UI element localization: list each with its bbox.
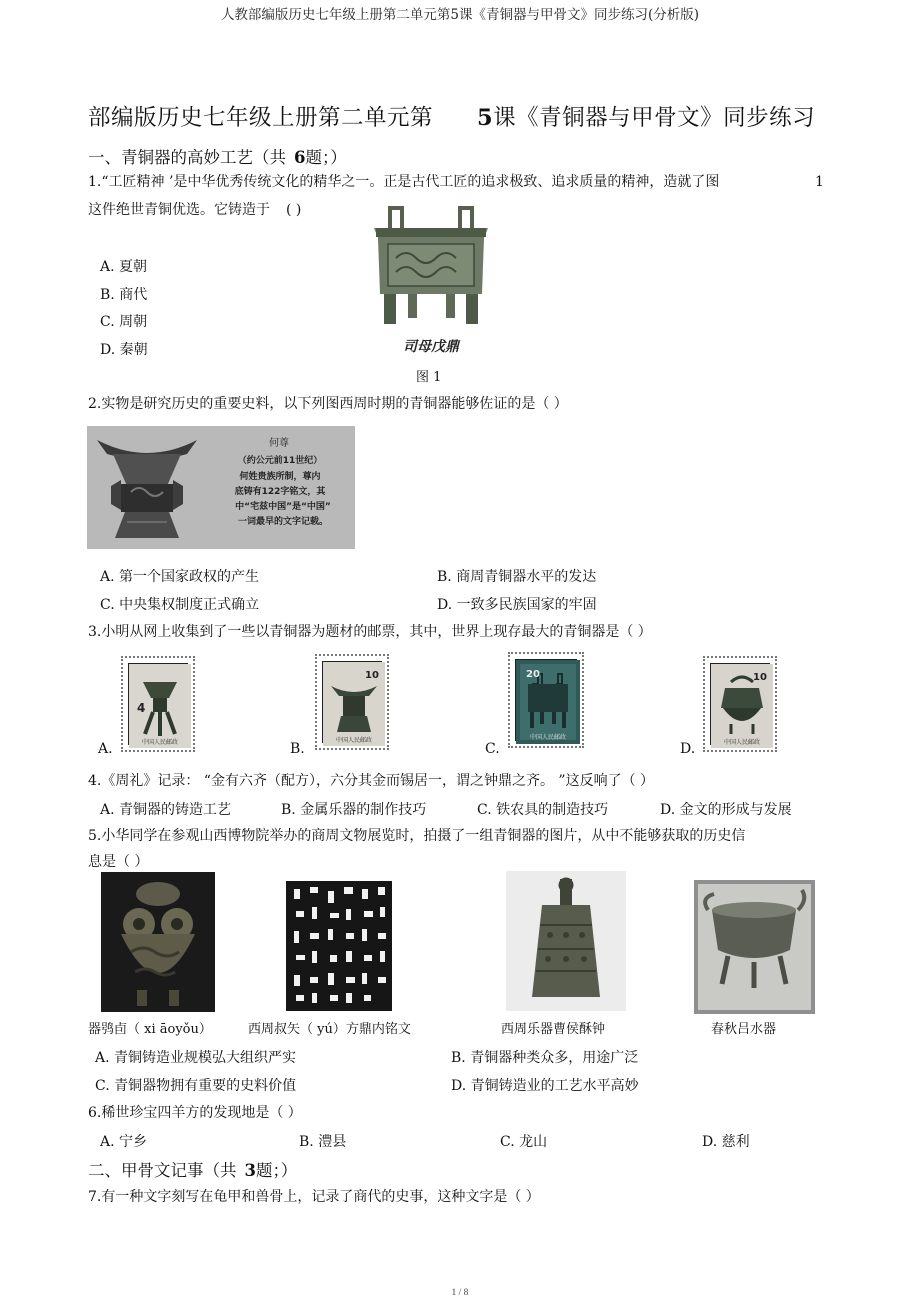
q2-option-c[interactable]: C. 中央集权制度正式确立 bbox=[100, 597, 260, 613]
stamp-a[interactable] bbox=[121, 656, 195, 752]
running-header: 人教部编版历史七年级上册第二单元第5课《青铜器与甲骨文》同步练习(分析版) bbox=[220, 7, 700, 23]
title-right: 课《青铜器与甲骨文》同步练习 bbox=[493, 105, 816, 131]
owl-you-caption: 器鸮卣（ xi āoyǒu） bbox=[88, 1022, 212, 1037]
q3-option-a[interactable]: A. bbox=[98, 741, 113, 757]
question-3-text: 3.小明从网上收集到了一些以青铜器为题材的邮票，其中，世界上现存最大的青铜器是（ ） bbox=[88, 624, 652, 640]
q6-option-c[interactable]: C. 龙山 bbox=[500, 1134, 548, 1150]
title-left: 部编版历史七年级上册第二单元第 bbox=[88, 105, 434, 131]
stamp-d-country: 中国人民邮政 bbox=[723, 739, 761, 746]
q4-option-c[interactable]: C. 铁农具的制造技巧 bbox=[477, 802, 609, 818]
q6-option-a[interactable]: A. 宁乡 bbox=[100, 1134, 148, 1150]
section-2-prefix: 二、甲骨文记事（共 bbox=[88, 1161, 237, 1180]
stamp-c-value: 20 bbox=[526, 669, 540, 680]
section-1-prefix: 一、青铜器的高妙工艺（共 bbox=[88, 148, 286, 167]
question-5-line-2: 息是（ ） bbox=[88, 854, 149, 870]
figure-1-caption: 图 1 bbox=[416, 370, 442, 385]
stamp-c[interactable] bbox=[508, 652, 584, 748]
q5-option-a[interactable]: A. 青铜铸造业规模弘大组织严实 bbox=[95, 1050, 297, 1066]
he-zun-image bbox=[87, 426, 355, 549]
question-5-line-1: 5.小华同学在参观山西博物院举办的商周文物展览时，拍摄了一组青铜器的图片，从中不能够获取的历史信 bbox=[88, 828, 746, 844]
stamp-a-value: 4 bbox=[137, 701, 146, 715]
question-2-text: 2.实物是研究历史的重要史料，以下列图西周时期的青铜器能够佐证的是（ ） bbox=[88, 396, 568, 412]
question-1-answer-blank: ( ) bbox=[286, 202, 302, 218]
stamp-a-country: 中国人民邮政 bbox=[141, 739, 179, 746]
q5-option-b[interactable]: B. 青铜器种类众多，用途广泛 bbox=[451, 1050, 639, 1066]
q2-option-b[interactable]: B. 商周青铜器水平的发达 bbox=[437, 569, 597, 585]
document-title bbox=[88, 100, 815, 132]
section-heading-2 bbox=[88, 1157, 297, 1181]
q3-option-d[interactable]: D. bbox=[680, 741, 696, 757]
stamp-b[interactable] bbox=[315, 654, 389, 750]
water-vessel-caption: 春秋吕水器 bbox=[711, 1022, 777, 1037]
simuwu-ding-label: 司母戊鼎 bbox=[403, 339, 459, 355]
q4-option-a[interactable]: A. 青铜器的铸造工艺 bbox=[100, 802, 232, 818]
q1-option-a[interactable]: A. 夏朝 bbox=[100, 259, 148, 275]
question-7-text: 7.有一种文字刻写在龟甲和兽骨上，记录了商代的史事，这种文字是（ ） bbox=[88, 1189, 540, 1205]
question-1-line-1: 1.“工匠精神 ’是中华优秀传统文化的精华之一。正是古代工匠的追求极致、追求质量的精神，造就了图 bbox=[88, 174, 720, 190]
q1-option-d[interactable]: D. 秦朝 bbox=[100, 342, 148, 358]
bell-caption: 西周乐器曹侯酥钟 bbox=[501, 1022, 606, 1037]
q6-option-b[interactable]: B. 澧县 bbox=[299, 1134, 347, 1150]
q5-option-c[interactable]: C. 青铜器物拥有重要的史料价值 bbox=[95, 1078, 297, 1094]
question-6-text: 6.稀世珍宝四羊方的发现地是（ ） bbox=[88, 1105, 302, 1121]
section-1-suffix: 题；） bbox=[305, 148, 347, 167]
he-zun-date: （约公元前11世纪） bbox=[237, 456, 323, 466]
page-number: 1 / 8 bbox=[451, 1288, 469, 1298]
q5-option-d[interactable]: D. 青铜铸造业的工艺水平高妙 bbox=[451, 1078, 639, 1094]
question-1-figure-number: 1 bbox=[815, 174, 824, 190]
inscription-caption: 西周叔矢（ yú）方鼎内铭文 bbox=[248, 1022, 411, 1037]
question-1-text: 这件绝世青铜优选。它铸造于 bbox=[88, 202, 270, 218]
q3-option-b[interactable]: B. bbox=[290, 741, 305, 757]
section-2-count: 3 bbox=[244, 1161, 256, 1180]
q1-option-c[interactable]: C. 周朝 bbox=[100, 314, 148, 330]
q4-option-b[interactable]: B. 金属乐器的制作技巧 bbox=[281, 802, 427, 818]
inscription-rubbing-image bbox=[280, 877, 400, 1015]
he-zun-label: 何尊 bbox=[269, 438, 289, 449]
bronze-bell-image bbox=[506, 871, 626, 1011]
he-zun-desc-3: 中“宅兹中国”是“中国” bbox=[235, 502, 331, 512]
section-2-suffix: 题；） bbox=[255, 1161, 298, 1180]
q2-option-d[interactable]: D. 一致多民族国家的牢固 bbox=[437, 597, 597, 613]
q2-option-a[interactable]: A. 第一个国家政权的产生 bbox=[100, 569, 260, 585]
he-zun-desc-2: 底铸有122字铭文，其 bbox=[234, 487, 326, 497]
section-heading-1 bbox=[88, 144, 347, 168]
question-1-line-2 bbox=[88, 200, 301, 220]
q4-option-d[interactable]: D. 金文的形成与发展 bbox=[660, 802, 792, 818]
stamp-b-value: 10 bbox=[365, 670, 379, 681]
lu-water-vessel-image bbox=[694, 880, 815, 1014]
stamp-d-value: 10 bbox=[753, 672, 767, 683]
q6-option-d[interactable]: D. 慈利 bbox=[702, 1134, 750, 1150]
stamp-c-country: 中国人民邮政 bbox=[529, 734, 567, 741]
he-zun-desc-4: 一词最早的文字记载。 bbox=[237, 517, 329, 527]
section-1-count: 6 bbox=[294, 148, 306, 167]
stamp-b-country: 中国人民邮政 bbox=[335, 737, 373, 744]
owl-you-image bbox=[101, 872, 215, 1012]
simuwu-ding-image bbox=[366, 198, 496, 360]
title-lesson-number: 5 bbox=[477, 105, 494, 131]
question-4-text: 4.《周礼》记录： “金有六齐（配方），六分其金而锡居一，谓之钟鼎之齐。 ”这反响了（ ） bbox=[88, 773, 655, 789]
he-zun-desc-1: 何姓贵族所制，尊内 bbox=[239, 472, 321, 482]
q3-option-c[interactable]: C. bbox=[485, 741, 500, 757]
q1-option-b[interactable]: B. 商代 bbox=[100, 287, 148, 303]
stamp-d[interactable] bbox=[703, 656, 777, 752]
